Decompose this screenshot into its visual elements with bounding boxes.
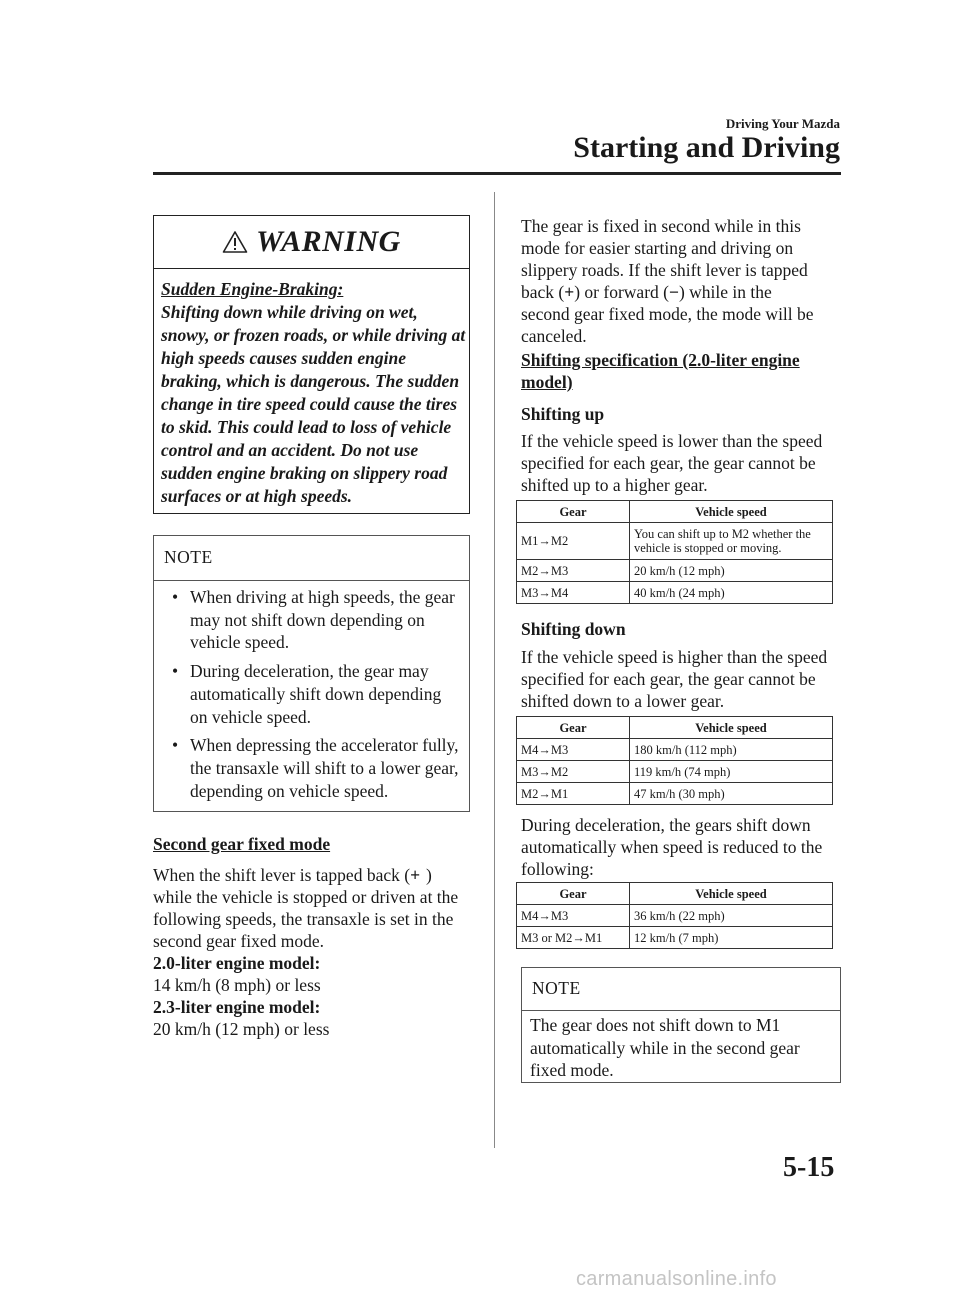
bullet-icon: •: [172, 587, 179, 607]
warning-title: WARNING: [256, 225, 401, 258]
table-header-row: [517, 717, 833, 739]
note-item: • During deceleration, the gear may automatically shift down depending on vehicle speed.: [172, 661, 442, 727]
header-rule: [153, 172, 841, 175]
plus-icon: +: [410, 865, 421, 885]
table-cell: M4→M3: [517, 739, 630, 761]
table-header-row: [517, 883, 833, 905]
note-title: NOTE: [532, 978, 581, 998]
note-body: The gear does not shift down to M1 automatically while in the second gear fixed mode.: [530, 1015, 800, 1080]
table-cell: 180 km/h (112 mph): [630, 739, 833, 761]
table-header-gear: Gear: [517, 717, 630, 739]
table-row: [517, 761, 833, 783]
note-box-2: [521, 967, 841, 1083]
table-row: [517, 523, 833, 560]
second-gear-heading: Second gear fixed mode: [153, 834, 331, 854]
table-cell: M2→M1: [517, 783, 630, 805]
engine-23-label: 2.3-liter engine model:: [153, 997, 321, 1017]
table-row: [517, 783, 833, 805]
fixed-mode-paragraph: The gear is fixed in second while in this mode for easier starting and driving on slippery roads. If the shift lever is tapped back (+) or forward (−) while in the second gear fixed mode, the mode will be canceled.: [521, 215, 841, 347]
table-cell: 36 km/h (22 mph): [630, 905, 833, 927]
table-cell: 20 km/h (12 mph): [630, 560, 833, 582]
page-number: 5-15: [783, 1152, 835, 1183]
second-gear-line: When the shift lever is tapped back (+ ): [153, 865, 432, 885]
table-row: [517, 905, 833, 927]
warning-box: [153, 215, 470, 514]
table-cell: 40 km/h (24 mph): [630, 582, 833, 604]
plus-icon: +: [564, 282, 575, 302]
note-item: • When driving at high speeds, the gear may not shift down depending on vehicle speed.: [172, 587, 455, 653]
table-cell: M2→M3: [517, 560, 630, 582]
warning-header: [154, 216, 469, 269]
second-gear-paragraph: [153, 864, 471, 1040]
table-header-speed: Vehicle speed: [630, 883, 833, 905]
shift-up-heading: Shifting up: [521, 404, 605, 424]
table-header-speed: Vehicle speed: [630, 717, 833, 739]
table-cell: M4→M3: [517, 905, 630, 927]
page-title: Starting and Driving: [573, 131, 840, 164]
warning-subtitle: Sudden Engine-Braking:: [161, 279, 344, 299]
table-cell: M3→M2: [517, 761, 630, 783]
bullet-icon: •: [172, 661, 179, 682]
watermark: carmanualsonline.info: [576, 1268, 777, 1290]
warning-triangle-icon: [222, 230, 248, 254]
table-header-gear: Gear: [517, 501, 630, 523]
second-gear-text: while the vehicle is stopped or driven at the following speeds, the transaxle is set in the second gear fixed mode.: [153, 887, 459, 951]
engine-20-value: 14 km/h (8 mph) or less: [153, 975, 321, 995]
warning-body: [161, 278, 466, 508]
decel-text: During deceleration, the gears shift down automatically when speed is reduced to the following:: [521, 815, 823, 879]
note-title: NOTE: [164, 547, 213, 567]
decel-table: [516, 882, 833, 949]
table-cell: M1→M2: [517, 523, 630, 560]
table-cell: M3→M4: [517, 582, 630, 604]
column-divider: [494, 192, 495, 1148]
spec-heading: Shifting specification (2.0-liter engine model): [521, 350, 800, 392]
warning-text: Shifting down while driving on wet, snowy, or frozen roads, or while driving at high speeds causes sudden engine braking, which is dangerous. The sudden change in tire speed could cause the tires to skid. This could lead to loss of vehicle control and an accident. Do not use sudden engine braking on slippery road surfaces or at high speeds.: [161, 302, 466, 506]
shift-down-text: If the vehicle speed is higher than the speed specified for each gear, the gear cannot be shifted down to a lower gear.: [521, 647, 828, 711]
table-header-row: [517, 501, 833, 523]
shift-up-table: [516, 500, 833, 604]
note-rule: [522, 1010, 840, 1011]
table-row: [517, 739, 833, 761]
shift-down-heading: Shifting down: [521, 619, 626, 639]
fixed-mode-line: back (+) or forward (−) while in the: [521, 282, 772, 302]
table-cell: 12 km/h (7 mph): [630, 927, 833, 949]
table-cell: 47 km/h (30 mph): [630, 783, 833, 805]
table-cell: M3 or M2→M1: [517, 927, 630, 949]
table-header-speed: Vehicle speed: [630, 501, 833, 523]
minus-icon: −: [668, 282, 679, 302]
table-cell: You can shift up to M2 whether the vehicle is stopped or moving.: [630, 523, 833, 560]
note-item: • When depressing the accelerator fully, the transaxle will shift to a lower gear, depending on vehicle speed.: [172, 735, 459, 801]
note-list: [164, 586, 462, 802]
table-row: [517, 927, 833, 949]
section-label: Driving Your Mazda: [725, 116, 840, 131]
engine-20-label: 2.0-liter engine model:: [153, 953, 321, 973]
table-cell: 119 km/h (74 mph): [630, 761, 833, 783]
shift-down-table: [516, 716, 833, 805]
shift-up-text: If the vehicle speed is lower than the speed specified for each gear, the gear cannot be shifted up to a higher gear.: [521, 431, 823, 495]
table-row: [517, 582, 833, 604]
note-box: [153, 535, 470, 812]
table-header-gear: Gear: [517, 883, 630, 905]
engine-23-value: 20 km/h (12 mph) or less: [153, 1019, 330, 1039]
bullet-icon: •: [172, 735, 179, 756]
note-rule: [154, 580, 469, 581]
table-row: [517, 560, 833, 582]
